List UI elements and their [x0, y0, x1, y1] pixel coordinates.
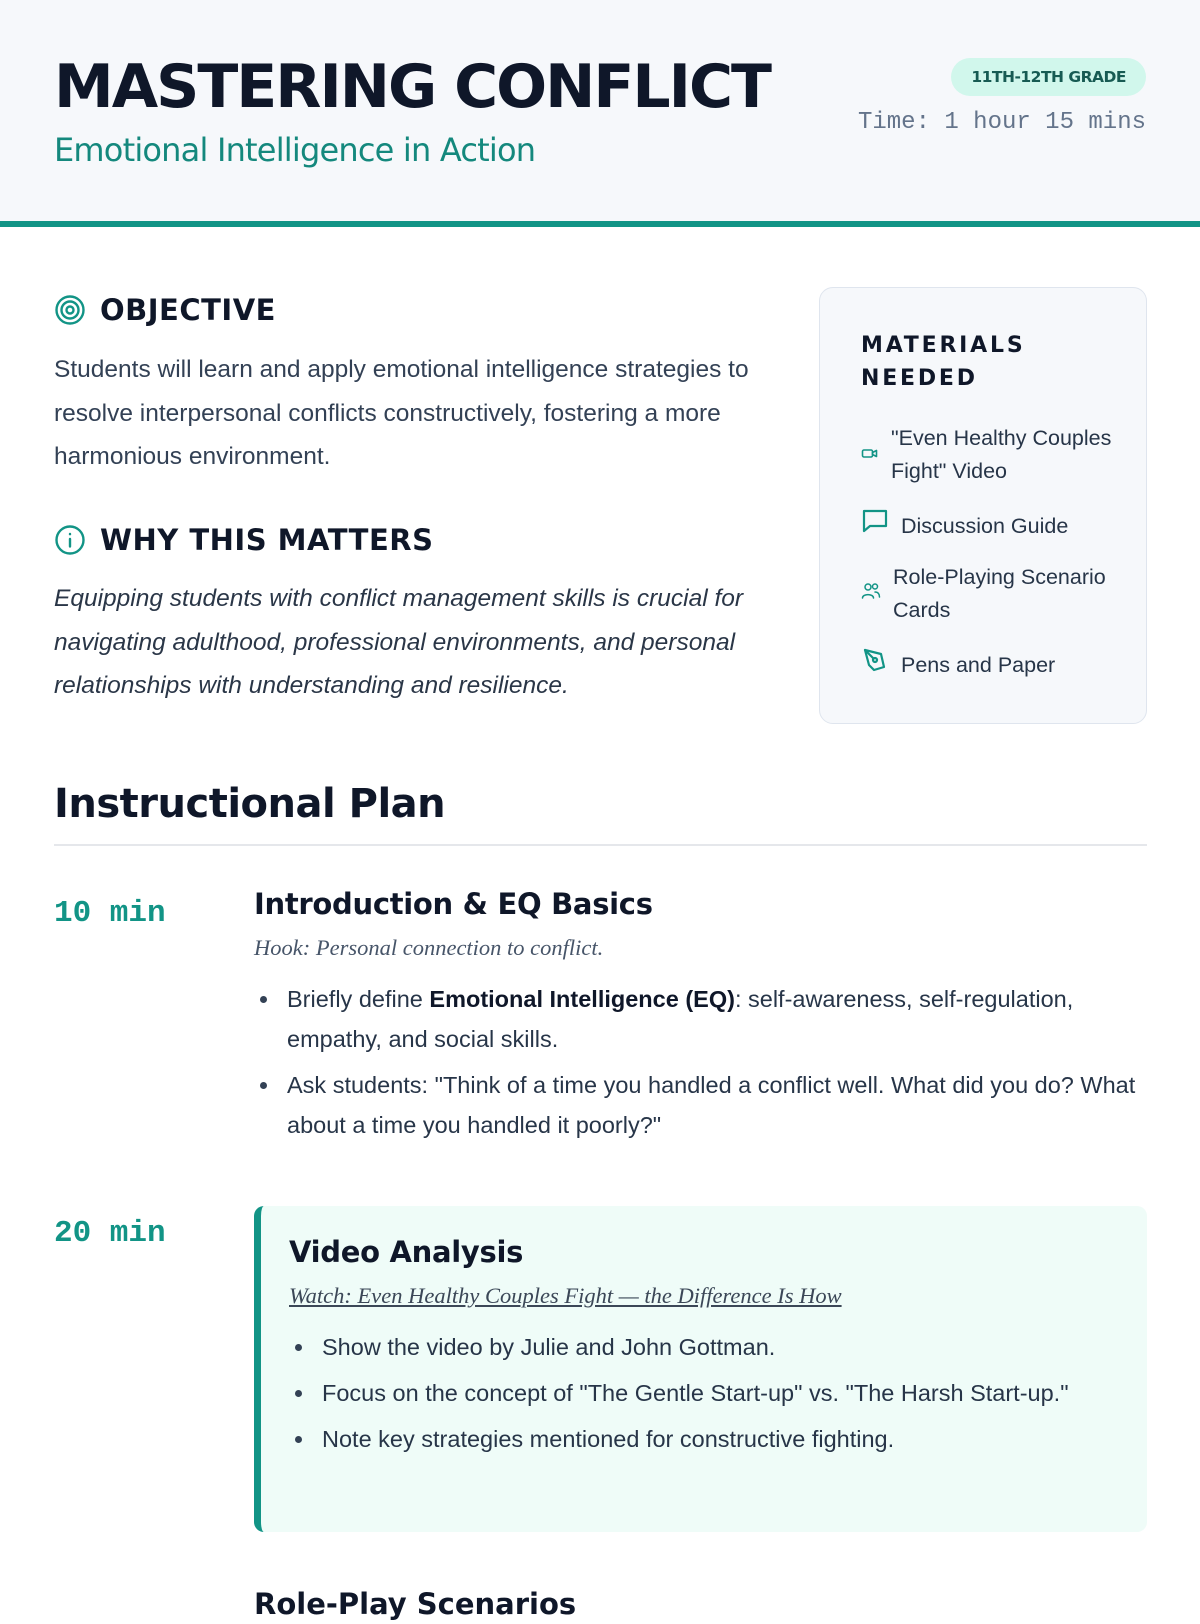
why-heading — [54, 520, 434, 560]
target-icon — [54, 294, 86, 326]
materials-title: MATERIALS NEEDED — [861, 333, 1026, 391]
material-label: Role-Playing Scenario Cards — [893, 565, 1106, 622]
step-title: Video Analysis — [289, 1235, 524, 1269]
bullet-item: Note key strategies mentioned for constructive fighting. — [289, 1419, 1119, 1459]
plan-step-highlight — [254, 1206, 1147, 1532]
video-icon — [861, 439, 879, 472]
material-item — [861, 422, 1121, 488]
grade-badge: 11TH-12TH GRADE — [951, 58, 1146, 96]
plan-heading: Instructional Plan — [54, 781, 446, 827]
why-heading-label: WHY THIS MATTERS — [100, 523, 434, 557]
material-item — [861, 646, 1131, 684]
step-time: 10 min — [54, 896, 166, 931]
objective-text: Students will learn and apply emotional intelligence strategies to resolve interpersonal conflicts constructively, fostering a more harmonious environment. — [54, 356, 749, 470]
bullet-item: Ask students: "Think of a time you handled a conflict well. What did you do? What about a time you handled it poorly?" — [254, 1065, 1154, 1145]
material-label: Pens and Paper — [901, 652, 1056, 677]
plan-step — [254, 884, 1154, 1145]
bullet-item: Focus on the concept of "The Gentle Start-up" vs. "The Harsh Start-up." — [289, 1373, 1119, 1413]
step-time: 20 min — [54, 1216, 166, 1251]
material-item — [861, 561, 1123, 627]
users-icon — [861, 578, 881, 611]
page-title: MASTERING CONFLICT — [54, 52, 770, 122]
step-bullets — [254, 979, 1154, 1145]
divider — [54, 844, 1147, 846]
header — [0, 0, 1200, 227]
page-subtitle: Emotional Intelligence in Action — [54, 131, 536, 169]
material-label: "Even Healthy Couples Fight" Video — [891, 426, 1112, 483]
video-link[interactable]: Watch: Even Healthy Couples Fight — the Difference Is How — [289, 1283, 842, 1308]
objective-heading — [54, 290, 276, 330]
material-label: Discussion Guide — [901, 513, 1069, 538]
duration-text: Time: 1 hour 15 mins — [857, 109, 1146, 136]
material-item — [861, 507, 1131, 545]
materials-card — [819, 287, 1147, 724]
bullet-item: Briefly define Emotional Intelligence (EQ): self-awareness, self-regulation, empathy, and social skills. — [254, 979, 1154, 1059]
pen-tool-icon — [861, 646, 889, 684]
step-hook: Hook: Personal connection to conflict. — [254, 935, 604, 960]
step-bullets — [289, 1327, 1119, 1459]
objective-heading-label: OBJECTIVE — [100, 293, 276, 327]
message-square-icon — [861, 507, 889, 545]
step-title: Introduction & EQ Basics — [254, 887, 653, 921]
why-text: Equipping students with conflict management skills is crucial for navigating adulthood, professional environments, and personal relationships with understanding and resilience. — [54, 585, 744, 699]
step-title: Role-Play Scenarios — [254, 1587, 577, 1621]
bullet-item: Show the video by Julie and John Gottman. — [289, 1327, 1119, 1367]
info-icon — [54, 524, 86, 556]
